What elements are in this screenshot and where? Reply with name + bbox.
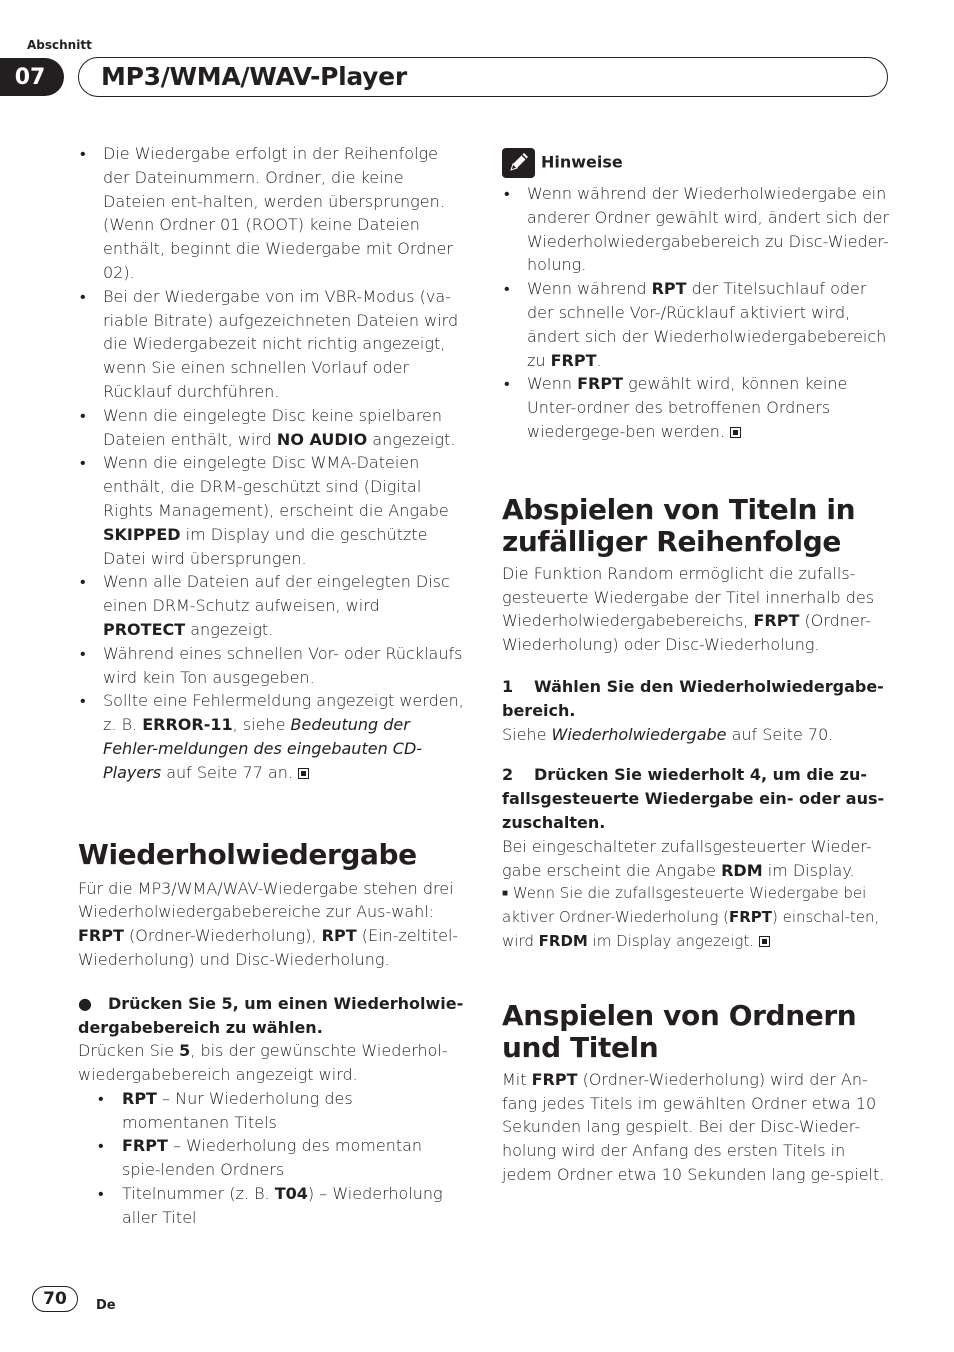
list-item: • Wenn alle Dateien auf der eingelegten Disc einen DRM-Schutz aufweisen, wird PROTECT angezeigt. <box>78 570 464 641</box>
repeat-options-list <box>78 1087 464 1230</box>
random-step-2-text: Bei eingeschalteter zufallsgesteuerter Wieder-gabe erscheint die Angabe RDM im Display. <box>502 836 872 880</box>
list-item: • Wenn die eingelegte Disc WMA-Dateien enthält, die DRM-geschützt sind (Digital Rights Management), erscheint die Angabe SKIPPED im Display und die geschützte Datei wird übersprungen. <box>78 451 464 570</box>
tip-square-icon: ■ <box>502 888 509 900</box>
random-tip: ■ Wenn Sie die zufallsgesteuerte Wiedergabe bei aktiver Ordner-Wiederholung (FRPT) einschal-ten, wird FRDM im Display angezeigt. <box>502 884 880 950</box>
list-item: • Sollte eine Fehlermeldung angezeigt werden, z. B. ERROR-11, siehe Bedeutung der Fehler-meldungen des eingebauten CD-Players auf Seite 77 an. <box>78 689 464 784</box>
list-item: • Während eines schnellen Vor- oder Rücklaufs wird kein Ton ausgegeben. <box>78 642 464 690</box>
list-item: • Wenn während der Wiederholwiedergabe ein anderer Ordner gewählt wird, ändert sich der Wiederholwiedergabebereich zu Disc-Wieder-holung. <box>502 182 890 277</box>
list-item: • FRPT – Wiederholung des momentan spie-lenden Ordners <box>122 1134 464 1182</box>
list-item: • Wenn während RPT der Titelsuchlauf oder der schnelle Vor-/Rücklauf aktiviert wird, ändert sich der Wiederholwiedergabebereich zu FRPT. <box>502 277 890 372</box>
end-mark-icon <box>730 427 741 438</box>
section-heading-scan: Anspielen von Ordnern und Titeln <box>502 998 857 1064</box>
list-item: • Die Wiedergabe erfolgt in der Reihenfolge der Dateinummern. Ordner, die keine Dateien ent-halten, werden übersprungen. (Wenn Ordner 01 (ROOT) keine Dateien enthält, beginnt die Wiedergabe mit Ordner 02). <box>78 142 464 285</box>
notes-header <box>502 148 890 178</box>
step-bullet-icon: ● <box>78 993 92 1013</box>
chapter-title: MP3/WMA/WAV-Player <box>101 62 407 91</box>
scan-text: Mit FRPT (Ordner-Wiederholung) wird der An-fang jedes Titels im gewählten Ordner etwa 10 Sekunden lang gespielt. Bei der Disc-Wieder-holung wird der Anfang des ersten Titels in jedem Ordner etwa 10 Sekunden lang ge-spielt. <box>502 1069 885 1184</box>
repeat-step-text: Drücken Sie 5, bis der gewünschte Wiederhol-wiedergabebereich angezeigt wird. <box>78 1041 448 1085</box>
random-intro: Die Funktion Random ermöglicht die zufalls-gesteuerte Wiedergabe der Titel innerhalb des Wiederholwiedergabebereichs, FRPT (Ordner-Wiederholung) oder Disc-Wiederholung. <box>502 563 875 655</box>
repeat-intro: Für die MP3/WMA/WAV-Wiedergabe stehen drei Wiederholwiedergabebereiche zur Aus-wahl: FRPT (Ordner-Wiederholung), RPT (Ein-zeltitel-Wiederholung) und Disc-Wiederholung. <box>78 878 459 969</box>
right-column <box>502 148 890 1187</box>
list-item: • Titelnummer (z. B. T04) – Wiederholung aller Titel <box>122 1182 464 1230</box>
info-bullet-list <box>78 142 464 785</box>
random-step-1-title: 1 Wählen Sie den Wiederholwiedergabe-bereich. <box>502 676 884 720</box>
list-item: • Wenn die eingelegte Disc keine spielbaren Dateien enthält, wird NO AUDIO angezeigt. <box>78 404 464 452</box>
left-column <box>78 142 464 1230</box>
notes-title: Hinweise <box>541 152 623 172</box>
random-step-2-title: 2 Drücken Sie wiederholt 4, um die zu-fallsgesteuerte Wiedergabe ein- oder aus-zuschalten. <box>502 765 885 832</box>
end-mark-icon <box>759 936 770 947</box>
chapter-number: 07 <box>0 58 64 96</box>
list-item: • Bei der Wiedergabe von im VBR-Modus (va-riable Bitrate) aufgezeichneten Dateien wird die Wiedergabezeit nicht richtig angezeigt, wenn Sie einen schnellen Vorlauf oder Rücklauf durchführen. <box>78 285 464 404</box>
list-item: • RPT – Nur Wiederholung des momentanen Titels <box>122 1087 464 1135</box>
note-pencil-icon <box>502 148 535 178</box>
random-step-1-text: Siehe Wiederholwiedergabe auf Seite 70. <box>502 724 834 744</box>
section-label: Abschnitt <box>27 38 92 52</box>
language-code: De <box>96 1298 116 1313</box>
end-mark-icon <box>298 768 309 779</box>
section-heading-random: Abspielen von Titeln in zufälliger Reihenfolge <box>502 492 856 558</box>
list-item: • Wenn FRPT gewählt wird, können keine Unter-ordner des betroffenen Ordners wiedergege-ben werden. <box>502 372 890 443</box>
notes-list <box>502 182 890 444</box>
repeat-step-title: ● Drücken Sie 5, um einen Wiederholwie-dergabebereich zu wählen. <box>78 993 464 1037</box>
page-number: 70 <box>32 1286 78 1312</box>
section-heading-repeat: Wiederholwiedergabe <box>78 837 417 871</box>
